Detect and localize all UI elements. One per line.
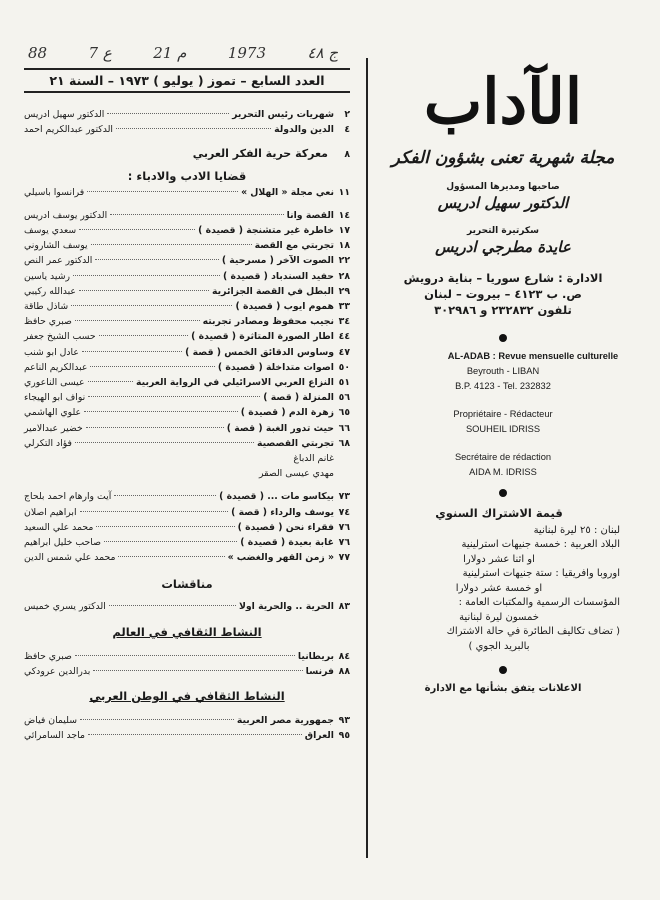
- toc-page: ٧٦: [338, 537, 350, 549]
- toc-row[interactable]: [24, 405, 350, 420]
- toc-row[interactable]: [24, 421, 350, 436]
- subscription-line: او اثنا عشر دولارا: [463, 553, 535, 565]
- table-of-contents-column: [24, 68, 350, 744]
- toc-leader: [110, 214, 283, 215]
- hand-number: 88: [28, 44, 48, 62]
- toc-title: تجربتي مع القصة: [254, 240, 334, 252]
- toc-page: ٧٧: [338, 552, 350, 564]
- toc-title: حفيد السندباد ( قصيدة ): [223, 270, 334, 282]
- toc-page: ١٤: [338, 209, 350, 221]
- toc-title: الحرية .. والحرية اولا: [238, 601, 334, 613]
- toc-author: آيت وارهام احمد بلحاج: [24, 491, 112, 503]
- toc-title: « زمن القهر والغضب »: [227, 552, 334, 564]
- subscription-line: خمسون ليرة لبنانية: [459, 611, 539, 623]
- owner-name: الدكتور سهيل ادريس: [437, 194, 569, 212]
- toc-title: فرنسا: [305, 665, 334, 677]
- toc-row[interactable]: [24, 185, 350, 200]
- toc-author: سليمان فياض: [24, 715, 77, 727]
- toc-leader: [71, 305, 232, 306]
- toc-row[interactable]: [24, 535, 350, 550]
- extra-author: غانم الدباغ: [293, 453, 334, 465]
- toc-row[interactable]: [24, 728, 350, 743]
- subscription-line: المؤسسات الرسمية والمكتبات العامة :: [458, 597, 620, 608]
- toc-group-discussions: [24, 599, 350, 614]
- toc-author: عادل ابو شنب: [24, 346, 79, 358]
- hand-code: ج ٤٨: [307, 44, 338, 62]
- toc-row[interactable]: [24, 375, 350, 390]
- address-line: ص. ب ٤١٢٣ – بيروت – لبنان: [424, 287, 582, 301]
- toc-group-lit3: [24, 489, 350, 565]
- toc-author: الدكتور سهيل ادريس: [24, 109, 105, 120]
- toc-page: ٦٥: [338, 407, 350, 419]
- latin-secretary-label: Secrétaire de rédaction: [454, 452, 552, 462]
- toc-row[interactable]: [24, 489, 350, 504]
- toc-leader: [87, 191, 238, 192]
- toc-row[interactable]: [24, 314, 350, 329]
- toc-group-arab: [24, 713, 350, 743]
- toc-leader: [104, 541, 237, 542]
- toc-leader: [79, 229, 195, 230]
- section-heading-world: النشاط الثقافي في العالم: [112, 624, 262, 639]
- toc-author: الدكتور يوسف ادريس: [24, 209, 108, 221]
- toc-author: عبدالكريم الناعم: [24, 361, 88, 373]
- toc-author: عيسى الناعوري: [24, 377, 85, 389]
- toc-page: ٦٨: [338, 437, 350, 449]
- toc-page: ٥١: [338, 377, 350, 389]
- toc-title: نعي مجلة « الهلال »: [241, 186, 334, 198]
- toc-title: يوسف والرداء ( قصة ): [231, 506, 334, 518]
- subscription-line: البلاد العربية : خمسة جنيهات استرلينية: [461, 539, 620, 550]
- toc-page: ٢٢: [338, 255, 350, 267]
- toc-leader: [88, 396, 260, 397]
- toc-title: جمهورية مصر العربية: [236, 715, 334, 727]
- toc-row[interactable]: [24, 223, 350, 238]
- section-heading-battle: معركة حرية الفكر العربي: [192, 147, 328, 161]
- toc-title: غابة بعيدة ( قصيدة ): [240, 537, 334, 549]
- toc-title: زهرة الدم ( قصيدة ): [240, 407, 334, 419]
- toc-title: البطل في القصة الجزائرية: [212, 285, 334, 297]
- latin-postbox: B.P. 4123 - Tel. 232832: [455, 381, 551, 391]
- toc-row[interactable]: [24, 664, 350, 679]
- magazine-tagline: مجلة شهرية تعنى بشؤون الفكر: [391, 148, 615, 168]
- toc-title: الدين والدولة: [274, 124, 334, 136]
- toc-title: بيكاسو مات ... ( قصيدة ): [219, 491, 334, 503]
- toc-title: المنزلة ( قصة ): [263, 392, 334, 404]
- latin-owner-label: Propriétaire - Rédacteur: [453, 409, 553, 419]
- toc-row[interactable]: [24, 269, 350, 284]
- extra-author: مهدي عيسى الصقر: [258, 468, 334, 480]
- toc-page: ٨٤: [338, 650, 350, 662]
- toc-author: فرانسوا باسيلي: [24, 186, 85, 198]
- toc-row[interactable]: [24, 299, 350, 314]
- toc-title: خاطرة غير متشنجة ( قصيدة ): [198, 225, 334, 237]
- toc-leader: [75, 320, 200, 321]
- toc-leader: [79, 290, 209, 291]
- arabic-address: [368, 270, 638, 318]
- issue-line: العدد السابع – تموز ( يوليو ) ١٩٧٣ – السنة ٢١: [24, 68, 350, 93]
- toc-leader: [109, 605, 236, 606]
- toc-title: فقراء نحن ( قصيدة ): [237, 521, 334, 533]
- subscription-box: [378, 506, 620, 654]
- toc-author: صبري حافظ: [24, 316, 72, 328]
- toc-page: ٧٤: [338, 506, 350, 518]
- toc-page: ٢: [344, 109, 350, 120]
- toc-author: خضير عبدالامير: [24, 422, 83, 434]
- toc-row[interactable]: [24, 436, 350, 451]
- subscription-line: بالبريد الجوي ): [468, 640, 530, 652]
- toc-page: ٣٣: [338, 301, 350, 313]
- section-heading-literature: قضايا الادب والادباء :: [127, 168, 247, 183]
- toc-page: ٧٣: [338, 491, 350, 503]
- address-line: الادارة : شارع سوريا – بناية درويش: [403, 271, 603, 285]
- toc-leader: [93, 670, 302, 671]
- toc-author: الدكتور عمر النص: [24, 255, 93, 267]
- hand-letter: م: [177, 44, 187, 62]
- ads-note: الاعلانات يتفق بشأنها مع الادارة: [424, 683, 582, 694]
- toc-row[interactable]: [24, 599, 350, 614]
- toc-author: الدكتور عبدالكريم احمد: [24, 124, 114, 136]
- toc-author: ماجد السامرائي: [24, 730, 85, 742]
- toc-leader: [95, 259, 218, 260]
- toc-page: ٤: [344, 124, 350, 136]
- toc-author: نواف ابو الهيجاء: [24, 392, 86, 404]
- toc-page: ٥٠: [338, 361, 350, 373]
- toc-page: ٣٤: [338, 316, 350, 328]
- magazine-logo: الآداب: [423, 65, 583, 138]
- toc-leader: [80, 719, 234, 720]
- hand-number: 21: [153, 44, 173, 62]
- toc-author: صبري حافظ: [24, 650, 72, 662]
- toc-row[interactable]: [24, 238, 350, 253]
- toc-author: فؤاد التكرلي: [24, 437, 72, 449]
- toc-row[interactable]: [24, 122, 350, 137]
- toc-row[interactable]: [24, 107, 350, 122]
- toc-row[interactable]: [24, 208, 350, 223]
- toc-leader: [96, 526, 234, 527]
- toc-page: ٩٣: [338, 715, 350, 727]
- toc-row[interactable]: [24, 329, 350, 344]
- toc-row[interactable]: [24, 520, 350, 535]
- hand-letter: ع: [102, 44, 112, 62]
- section-heading-discussions: مناقشات: [161, 577, 213, 592]
- toc-group-world: [24, 649, 350, 679]
- toc-page: ٨: [344, 149, 350, 161]
- toc-author: بدرالدين عرودكي: [24, 665, 91, 677]
- latin-title: AL-ADAB : Revue mensuelle culturelle: [447, 351, 619, 361]
- toc-title: بريطانيا: [297, 650, 334, 662]
- subscription-line: اوروبا وافريقيا : ستة جنيهات استرلينية: [462, 568, 620, 579]
- toc-leader: [91, 244, 252, 245]
- toc-row[interactable]: [24, 505, 350, 520]
- toc-author: صاحب خليل ابراهيم: [24, 537, 101, 549]
- toc-title: اصوات متداخلة ( قصيدة ): [217, 361, 334, 373]
- toc-leader: [82, 351, 182, 352]
- latin-secretary-name: AIDA M. IDRISS: [469, 467, 537, 477]
- toc-page: ٢٨: [338, 270, 350, 282]
- toc-page: ١١: [338, 186, 350, 198]
- owner-label: صاحبها ومديرها المسؤول: [446, 182, 560, 192]
- toc-title: وساوس الدقائق الخمس ( قصة ): [185, 346, 334, 358]
- subscription-line: ( تضاف تكاليف الطائرة في حالة الاشتراك: [446, 626, 620, 637]
- toc-page: ٦٦: [338, 422, 350, 434]
- toc-row[interactable]: [24, 145, 350, 162]
- toc-leader: [88, 381, 133, 382]
- toc-row[interactable]: [24, 360, 350, 375]
- toc-title: العراق: [304, 730, 334, 742]
- latin-info: [368, 351, 638, 477]
- handwritten-note: [28, 44, 338, 62]
- toc-title: نجيب محفوظ ومصادر تجربته: [202, 316, 334, 328]
- toc-title: هموم ايوب ( قصيدة ): [235, 301, 334, 313]
- hand-year: 1973: [227, 44, 266, 62]
- toc-title: النزاع العربي الاسرائيلي في الرواية العربية: [136, 377, 334, 389]
- toc-row[interactable]: [24, 284, 350, 299]
- toc-author: حسب الشيخ جعفر: [24, 331, 96, 343]
- toc-author: ابراهيم اصلان: [24, 506, 77, 518]
- section-heading-arab-world: النشاط الثقافي في الوطن العربي: [89, 689, 285, 704]
- toc-row[interactable]: [24, 390, 350, 405]
- toc-author: رشيد ياسين: [24, 270, 71, 282]
- toc-leader: [88, 734, 302, 735]
- toc-author: علوي الهاشمي: [24, 407, 82, 419]
- toc-author: محمد علي شمس الدين: [24, 552, 116, 564]
- toc-page: ١٨: [338, 240, 350, 252]
- latin-owner-name: SOUHEIL IDRISS: [465, 424, 541, 434]
- toc-leader: [99, 335, 188, 336]
- toc-group-lit2: [24, 208, 350, 451]
- toc-group-lit1: [24, 185, 350, 200]
- toc-title: تجربتي القصصية: [256, 437, 334, 449]
- toc-group-top: [24, 107, 350, 137]
- toc-page: ٤٤: [338, 331, 350, 343]
- toc-page: ١٧: [338, 225, 350, 237]
- toc-row[interactable]: [24, 713, 350, 728]
- toc-row[interactable]: [24, 550, 350, 565]
- toc-page: ٢٩: [338, 285, 350, 297]
- toc-leader: [84, 411, 238, 412]
- toc-page: ٥٦: [338, 392, 350, 404]
- toc-leader: [73, 275, 220, 276]
- subscription-heading: قيمة الاشتراك السنوي: [435, 506, 563, 520]
- toc-leader: [114, 495, 216, 496]
- toc-leader: [107, 113, 229, 114]
- masthead-column: [366, 58, 638, 858]
- toc-leader: [86, 427, 224, 428]
- toc-title: اطار الصورة المتاثرة ( قصيدة ): [191, 331, 334, 343]
- toc-title: حيث تدور الغبة ( قصة ): [226, 422, 334, 434]
- separator-dot: [499, 489, 507, 497]
- toc-leader: [116, 128, 271, 129]
- toc-title: القصة وانا: [286, 209, 334, 221]
- latin-city: Beyrouth - LIBAN: [466, 366, 540, 376]
- toc-leader: [80, 511, 229, 512]
- toc-leader: [90, 366, 214, 367]
- toc-row[interactable]: [24, 649, 350, 664]
- toc-author: محمد علي السعيد: [24, 521, 94, 533]
- toc-author: عبدالله ركيبي: [24, 285, 76, 297]
- toc-leader: [75, 442, 254, 443]
- toc-page: ٩٥: [338, 730, 350, 742]
- toc-author: الدكتور يسري خميس: [24, 601, 106, 613]
- toc-title: الصوت الآخر ( مسرحية ): [221, 255, 334, 267]
- separator-dot: [499, 666, 507, 674]
- toc-page: ٨٣: [338, 601, 350, 613]
- toc-page: ٧٦: [338, 521, 350, 533]
- toc-leader: [118, 556, 224, 557]
- hand-number: 7: [88, 44, 99, 62]
- toc-title: شهريات رئيس التحرير: [232, 109, 334, 120]
- toc-row[interactable]: [24, 345, 350, 360]
- secretary-name: عايدة مطرجي ادريس: [435, 238, 571, 256]
- subscription-line: لبنان : ٢٥ ليرة لبنانية: [533, 524, 620, 536]
- toc-row[interactable]: [24, 253, 350, 268]
- toc-leader: [75, 655, 295, 656]
- toc-author: شاذل طاقة: [24, 301, 69, 313]
- address-line: تلفون ٢٣٢٨٣٢ و ٣٠٢٩٨٦: [434, 303, 572, 317]
- toc-page: ٤٧: [338, 346, 350, 358]
- secretary-label: سكرتيرة التحرير: [467, 226, 539, 236]
- separator-dot: [499, 334, 507, 342]
- toc-author: سعدي يوسف: [24, 225, 77, 237]
- toc-author: يوسف الشاروني: [24, 240, 88, 252]
- subscription-line: او خمسة عشر دولارا: [455, 582, 543, 594]
- toc-page: ٨٨: [338, 665, 350, 677]
